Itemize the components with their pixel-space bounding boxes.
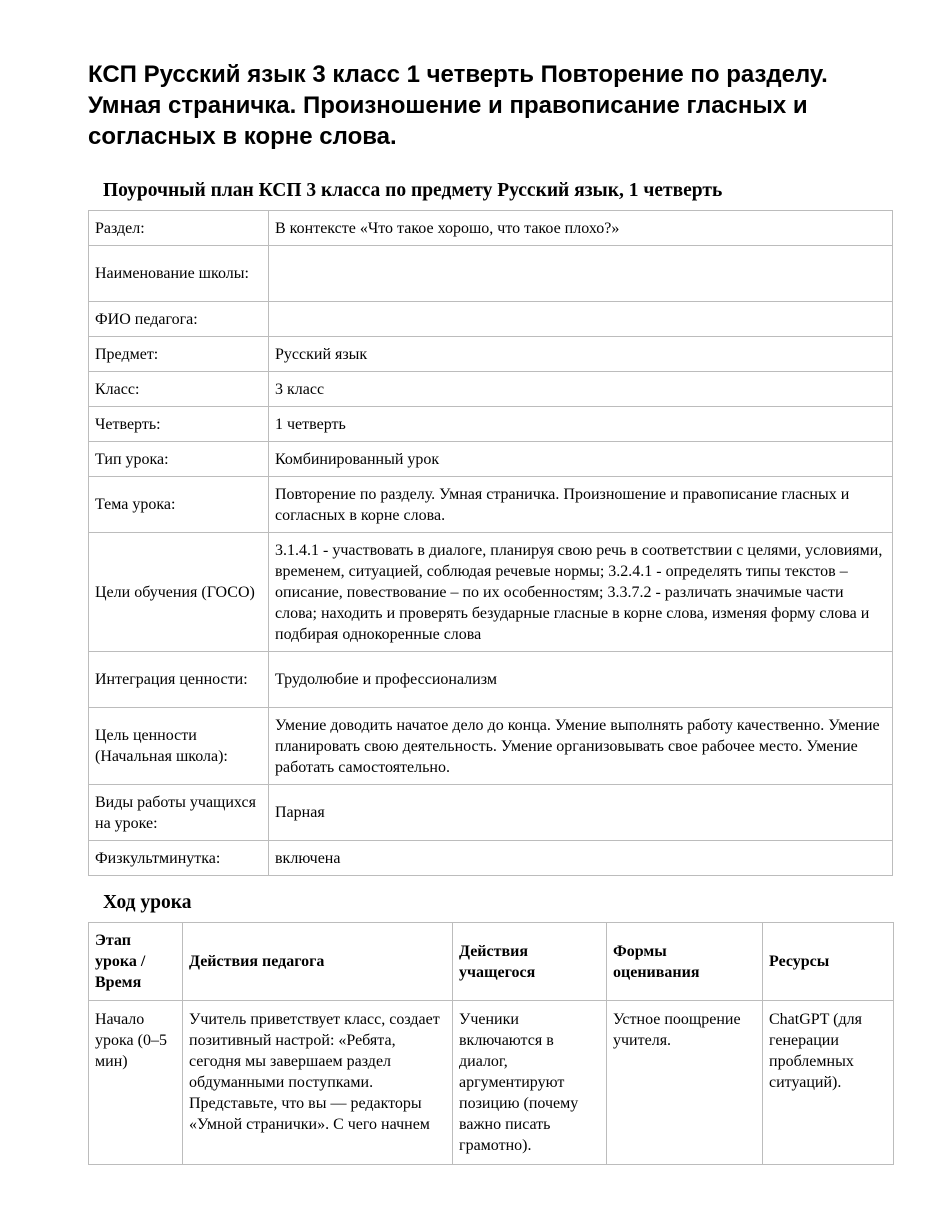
info-label: Цель ценности (Начальная школа):	[89, 708, 269, 785]
info-value: 3.1.4.1 - участвовать в диалоге, планируя свою речь в соответствии с целями, условиями, временем, ситуацией, соблюдая речевые нормы; 3.2.4.1 - определять типы текстов – описание, повествование – по их особенностям; 3.3.7.2 - различать значимые части слова; находить и проверять безударные гласные в корне слова, изменяя форму слова и подбирая однокоренные слова	[269, 533, 893, 652]
plan-caption: Поурочный план КСП 3 класса по предмету Русский язык, 1 четверть	[103, 180, 723, 201]
info-label: Физкультминутка:	[89, 841, 269, 876]
header-stage: Этап урока / Время	[89, 923, 183, 1001]
info-value: Повторение по разделу. Умная страничка. Произношение и правописание гласных и согласных в корне слова.	[269, 477, 893, 533]
info-value: В контексте «Что такое хорошо, что такое плохо?»	[269, 211, 893, 246]
info-label: Интеграция ценности:	[89, 652, 269, 708]
lesson-teacher-actions: Учитель приветствует класс, создает позитивный настрой: «Ребята, сегодня мы завершаем раздел обдуманными поступками. Представьте, что вы — редакторы «Умной странички». С чего начнем	[183, 1001, 453, 1165]
info-row	[89, 841, 893, 876]
info-row	[89, 652, 893, 708]
info-row	[89, 442, 893, 477]
info-row	[89, 708, 893, 785]
info-row	[89, 477, 893, 533]
lesson-caption: Ход урока	[103, 892, 192, 913]
info-label: Цели обучения (ГОСО)	[89, 533, 269, 652]
info-label: Наименование школы:	[89, 246, 269, 302]
info-value	[269, 246, 893, 302]
info-row	[89, 407, 893, 442]
info-row	[89, 372, 893, 407]
info-label: Тип урока:	[89, 442, 269, 477]
lesson-stage: Начало урока (0–5 мин)	[89, 1001, 183, 1165]
info-label: Предмет:	[89, 337, 269, 372]
info-value: Русский язык	[269, 337, 893, 372]
lesson-table	[88, 922, 894, 1165]
info-row	[89, 785, 893, 841]
header-assessment: Формы оценивания	[607, 923, 763, 1001]
info-row	[89, 211, 893, 246]
info-label: Класс:	[89, 372, 269, 407]
info-label: ФИО педагога:	[89, 302, 269, 337]
info-row	[89, 533, 893, 652]
info-value: 1 четверть	[269, 407, 893, 442]
header-teacher-actions: Действия педагога	[183, 923, 453, 1001]
info-label: Раздел:	[89, 211, 269, 246]
lesson-resources: ChatGPT (для генерации проблемных ситуаций).	[763, 1001, 894, 1165]
header-resources: Ресурсы	[763, 923, 894, 1001]
info-label: Виды работы учащихся на уроке:	[89, 785, 269, 841]
info-row	[89, 246, 893, 302]
info-value: 3 класс	[269, 372, 893, 407]
header-student-actions: Действия учащегося	[453, 923, 607, 1001]
lesson-assessment: Устное поощрение учителя.	[607, 1001, 763, 1165]
info-value: включена	[269, 841, 893, 876]
lesson-header-row	[89, 923, 894, 1001]
info-value	[269, 302, 893, 337]
lesson-student-actions: Ученики включаются в диалог, аргументируют позицию (почему важно писать грамотно).	[453, 1001, 607, 1165]
info-label: Четверть:	[89, 407, 269, 442]
info-value: Умение доводить начатое дело до конца. Умение выполнять работу качественно. Умение планировать свою деятельность. Умение организовывать свое рабочее место. Умение работать самостоятельно.	[269, 708, 893, 785]
info-row	[89, 337, 893, 372]
info-row	[89, 302, 893, 337]
info-value: Трудолюбие и профессионализм	[269, 652, 893, 708]
document-title: КСП Русский язык 3 класс 1 четверть Повторение по разделу. Умная страничка. Произношение и правописание гласных и согласных в корне слова.	[88, 61, 828, 150]
info-value: Парная	[269, 785, 893, 841]
info-table	[88, 210, 893, 876]
lesson-row	[89, 1001, 894, 1165]
info-label: Тема урока:	[89, 477, 269, 533]
info-value: Комбинированный урок	[269, 442, 893, 477]
